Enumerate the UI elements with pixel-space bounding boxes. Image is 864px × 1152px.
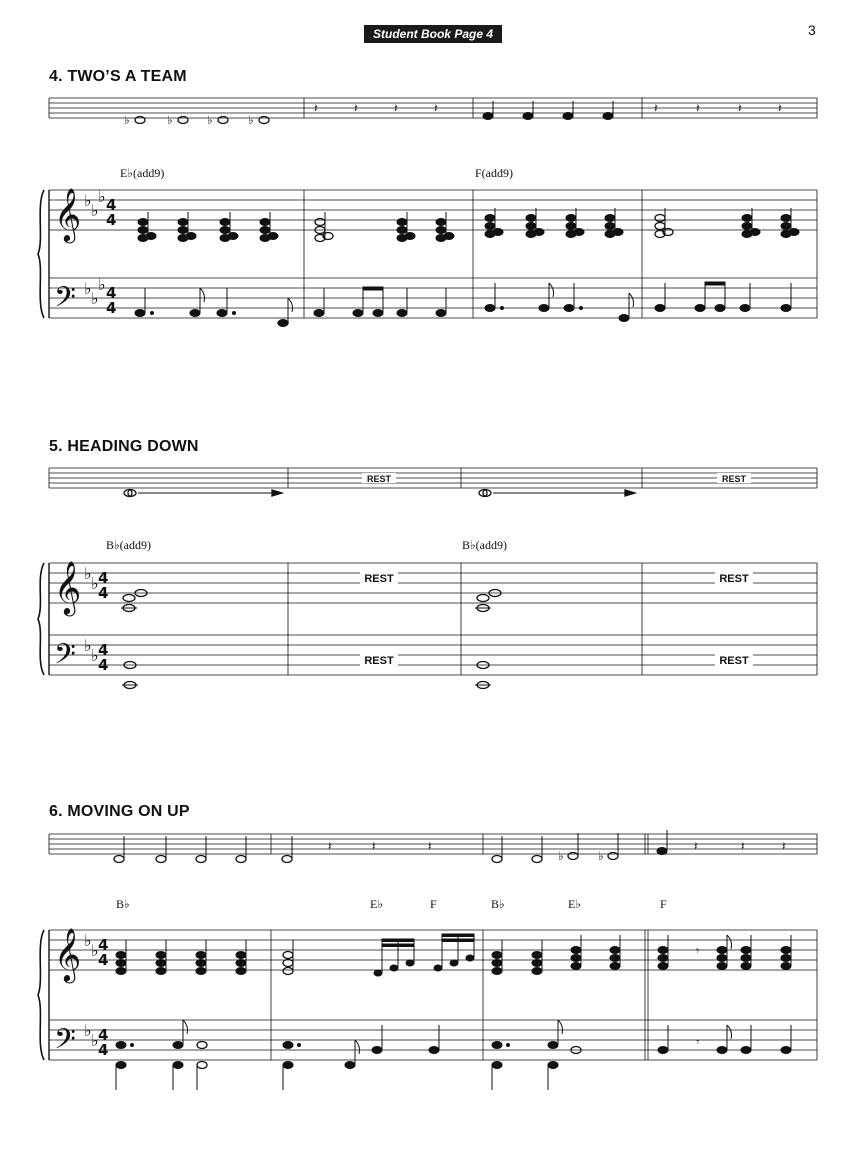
svg-text:𝄽: 𝄽 bbox=[741, 839, 745, 853]
flat-icon: ♭ bbox=[98, 187, 106, 206]
svg-text:𝄽: 𝄽 bbox=[694, 839, 698, 853]
svg-text:♭: ♭ bbox=[207, 113, 213, 127]
bass-clef-icon: 𝄢 bbox=[54, 638, 76, 678]
treble-clef-icon: 𝄞 bbox=[54, 560, 82, 614]
svg-text:♭: ♭ bbox=[598, 849, 604, 863]
time-signature: 4 bbox=[106, 284, 117, 302]
rest-label: REST bbox=[364, 655, 394, 667]
svg-text:𝄽: 𝄽 bbox=[428, 839, 432, 853]
chord-symbol: F bbox=[660, 897, 667, 911]
svg-text:𝄽: 𝄽 bbox=[738, 101, 742, 115]
treble-clef-icon: 𝄞 bbox=[54, 187, 82, 241]
page-badge: Student Book Page 4 bbox=[364, 25, 502, 43]
flat-icon: ♭ bbox=[84, 1021, 92, 1040]
time-signature: 4 bbox=[106, 299, 117, 317]
chord-symbol: B♭ bbox=[491, 897, 505, 911]
svg-text:♭: ♭ bbox=[124, 113, 130, 127]
svg-text:𝄽: 𝄽 bbox=[434, 101, 438, 115]
flat-icon: ♭ bbox=[84, 636, 92, 655]
rest-label: REST bbox=[366, 474, 392, 484]
ex5-treble-staff bbox=[49, 563, 817, 603]
time-signature: 4 bbox=[98, 641, 109, 659]
chord-symbol: B♭(add9) bbox=[462, 538, 507, 552]
exercise-6-title: 6. MOVING ON UP bbox=[49, 803, 190, 820]
flat-icon: ♭ bbox=[91, 574, 99, 593]
chord-symbol: B♭(add9) bbox=[106, 538, 151, 552]
svg-text:♭: ♭ bbox=[167, 113, 173, 127]
flat-icon: ♭ bbox=[91, 289, 99, 308]
rest-label: REST bbox=[721, 474, 747, 484]
time-signature: 4 bbox=[106, 196, 117, 214]
ex6-top-staff bbox=[49, 834, 817, 854]
svg-text:𝄽: 𝄽 bbox=[394, 101, 398, 115]
bass-clef-icon: 𝄢 bbox=[54, 281, 76, 321]
svg-text:𝄽: 𝄽 bbox=[696, 101, 700, 115]
time-signature: 4 bbox=[106, 211, 117, 229]
chord-symbol: F(add9) bbox=[475, 166, 513, 180]
rest-label: REST bbox=[364, 573, 394, 585]
chord-symbol: E♭(add9) bbox=[120, 166, 165, 180]
flat-icon: ♭ bbox=[91, 646, 99, 665]
exercise-4-title: 4. TWO’S A TEAM bbox=[49, 68, 187, 85]
time-signature: 4 bbox=[98, 656, 109, 674]
rest-label: REST bbox=[719, 655, 749, 667]
svg-text:𝄽: 𝄽 bbox=[778, 101, 782, 115]
svg-text:𝄾: 𝄾 bbox=[696, 944, 700, 958]
svg-text:𝄽: 𝄽 bbox=[328, 839, 332, 853]
time-signature: 4 bbox=[98, 569, 109, 587]
flat-icon: ♭ bbox=[98, 275, 106, 294]
svg-text:𝄽: 𝄽 bbox=[354, 101, 358, 115]
flat-icon: ♭ bbox=[91, 201, 99, 220]
chord-symbol: F bbox=[430, 897, 437, 911]
ex4-treble-staff bbox=[49, 190, 817, 230]
rest-label: REST bbox=[719, 573, 749, 585]
bass-clef-icon: 𝄢 bbox=[54, 1023, 76, 1063]
page-number: 3 bbox=[808, 22, 816, 38]
ex4-top-staff bbox=[49, 98, 817, 118]
svg-text:𝄽: 𝄽 bbox=[654, 101, 658, 115]
ex5-bass-staff bbox=[49, 635, 817, 675]
flat-icon: ♭ bbox=[84, 931, 92, 950]
chord-symbol: B♭ bbox=[116, 897, 130, 911]
ex4-notes bbox=[124, 101, 799, 327]
svg-text:𝄽: 𝄽 bbox=[782, 839, 786, 853]
flat-icon: ♭ bbox=[84, 564, 92, 583]
flat-icon: ♭ bbox=[91, 1031, 99, 1050]
treble-clef-icon: 𝄞 bbox=[54, 927, 82, 981]
chord-symbol: E♭ bbox=[370, 897, 383, 911]
svg-text:♭: ♭ bbox=[558, 849, 564, 863]
flat-icon: ♭ bbox=[91, 941, 99, 960]
exercise-5-title: 5. HEADING DOWN bbox=[49, 438, 199, 455]
svg-text:𝄽: 𝄽 bbox=[314, 101, 318, 115]
ex5-top-staff bbox=[49, 468, 817, 488]
flat-icon: ♭ bbox=[84, 191, 92, 210]
ex6-bass-staff bbox=[49, 1020, 817, 1060]
svg-text:♭: ♭ bbox=[248, 113, 254, 127]
flat-icon: ♭ bbox=[84, 279, 92, 298]
chord-symbol: E♭ bbox=[568, 897, 581, 911]
svg-text:𝄾: 𝄾 bbox=[696, 1035, 700, 1049]
time-signature: 4 bbox=[98, 936, 109, 954]
svg-text:𝄽: 𝄽 bbox=[372, 839, 376, 853]
time-signature: 4 bbox=[98, 584, 109, 602]
time-signature: 4 bbox=[98, 951, 109, 969]
ex4-bass-staff bbox=[49, 278, 817, 318]
time-signature: 4 bbox=[98, 1026, 109, 1044]
time-signature: 4 bbox=[98, 1041, 109, 1059]
